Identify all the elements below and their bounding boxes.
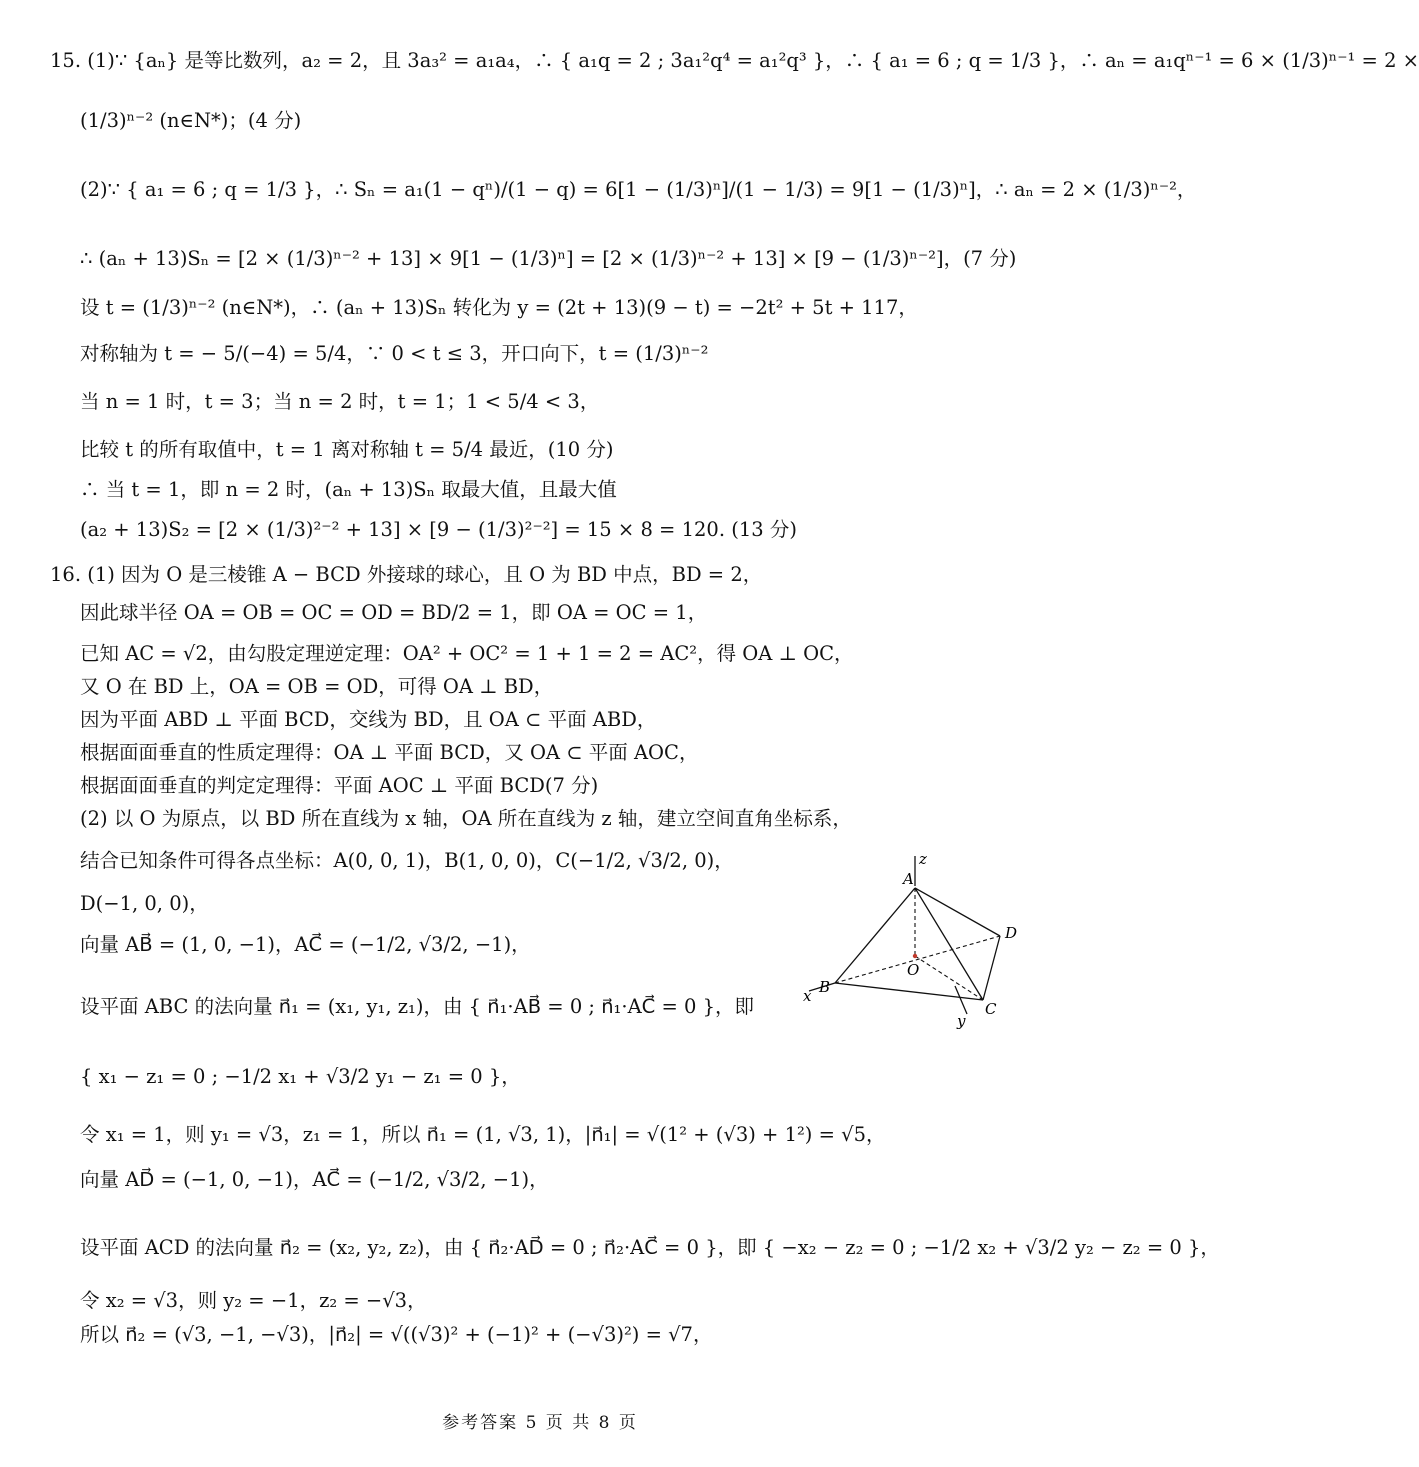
line-16-2-b: 结合已知条件可得各点坐标：A(0, 0, 1)，B(1, 0, 0)，C(−1/2, √3/2, 0)，	[80, 849, 734, 872]
label-x: x	[803, 987, 812, 1005]
line-16-1: 16. (1) 因为 O 是三棱锥 A − BCD 外接球的球心，且 O 为 BD 中点，BD = 2，	[50, 563, 763, 586]
line-15-2-g: ∴ 当 t = 1，即 n = 2 时，(aₙ + 13)Sₙ 取最大值，且最大值	[80, 478, 617, 501]
point-O	[913, 954, 917, 958]
line-15-2-f: 比较 t 的所有取值中，t = 1 离对称轴 t = 5/4 最近，(10 分)	[80, 438, 614, 461]
line-16-2: (2) 以 O 为原点，以 BD 所在直线为 x 轴，OA 所在直线为 z 轴，建立空间直角坐标系，	[80, 807, 852, 830]
line-15-2: (2)∵ { a₁ = 6 ; q = 1/3 }，∴ Sₙ = a₁(1 − qⁿ)/(1 − q) = 6[1 − (1/3)ⁿ]/(1 − 1/3) = 9[1 − (1/3)ⁿ]，∴ aₙ = 2 × (1/3)ⁿ⁻²，	[80, 178, 1197, 201]
line-16-1-e: 因为平面 ABD ⊥ 平面 BCD，交线为 BD，且 OA ⊂ 平面 ABD，	[80, 708, 657, 731]
y-axis	[955, 986, 967, 1014]
line-16-2-i: 设平面 ACD 的法向量 n⃗₂ = (x₂, y₂, z₂)，由 { n⃗₂·AD⃗ = 0 ; n⃗₂·AC⃗ = 0 }，即 { −x₂ − z₂ = 0 ; −1/2 x₂ + √3/2 y₂ − z₂ = 0 }，	[80, 1236, 1220, 1259]
line-16-2-h: 向量 AD⃗ = (−1, 0, −1)，AC⃗ = (−1/2, √3/2, −1)，	[80, 1168, 549, 1191]
line-15-1: 15. (1)∵ {aₙ} 是等比数列，a₂ = 2，且 3a₃² = a₁a₄，∴ { a₁q = 2 ; 3a₁²q⁴ = a₁²q³ }，∴ { a₁ = 6 ; q = 1/3 }，∴ aₙ = a₁qⁿ⁻¹ = 6 × (1/3)ⁿ⁻¹ = 2 ×	[50, 49, 1419, 72]
line-16-2-f: { x₁ − z₁ = 0 ; −1/2 x₁ + √3/2 y₁ − z₁ = 0 }，	[80, 1065, 521, 1088]
line-16-2-c: D(−1, 0, 0)，	[80, 892, 209, 915]
line-16-1-g: 根据面面垂直的判定定理得：平面 AOC ⊥ 平面 BCD(7 分)	[80, 774, 599, 797]
line-16-2-k: 所以 n⃗₂ = (√3, −1, −√3)，|n⃗₂| = √((√3)² + (−1)² + (−√3)²) = √7，	[80, 1323, 713, 1346]
line-15-2-d: 对称轴为 t = − 5/(−4) = 5/4，∵ 0 < t ≤ 3，开口向下，t = (1/3)ⁿ⁻²	[80, 342, 709, 365]
label-y: y	[957, 1012, 966, 1030]
edge-AD	[915, 888, 1000, 936]
line-15-2-b: ∴ (aₙ + 13)Sₙ = [2 × (1/3)ⁿ⁻² + 13] × 9[1 − (1/3)ⁿ] = [2 × (1/3)ⁿ⁻² + 13] × [9 − (1/3)ⁿ⁻²]，(7 分)	[80, 247, 1017, 270]
line-15-2-c: 设 t = (1/3)ⁿ⁻² (n∈N*)，∴ (aₙ + 13)Sₙ 转化为 y = (2t + 13)(9 − t) = −2t² + 5t + 117，	[80, 296, 918, 319]
line-16-2-j: 令 x₂ = √3，则 y₂ = −1，z₂ = −√3，	[80, 1289, 427, 1312]
edge-CD	[983, 936, 1000, 1000]
line-15-2-h: (a₂ + 13)S₂ = [2 × (1/3)²⁻² + 13] × [9 − (1/3)²⁻²] = 15 × 8 = 120. (13 分)	[80, 518, 797, 541]
label-B: B	[819, 978, 831, 996]
line-16-1-d: 又 O 在 BD 上，OA = OB = OD，可得 OA ⊥ BD，	[80, 675, 554, 698]
line-16-2-d: 向量 AB⃗ = (1, 0, −1)，AC⃗ = (−1/2, √3/2, −1)，	[80, 933, 531, 956]
edge-AB	[835, 888, 915, 983]
line-15-1-cont: (1/3)ⁿ⁻² (n∈N*)；(4 分)	[80, 109, 302, 132]
line-16-1-c: 已知 AC = √2，由勾股定理逆定理：OA² + OC² = 1 + 1 = 2 = AC²，得 OA ⊥ OC，	[80, 642, 854, 665]
label-C: C	[985, 1000, 997, 1018]
label-A: A	[903, 870, 914, 888]
label-D: D	[1005, 924, 1018, 942]
label-z: z	[919, 850, 927, 868]
tetrahedron-figure	[795, 848, 1035, 1033]
line-16-1-f: 根据面面垂直的性质定理得：OA ⊥ 平面 BCD，又 OA ⊂ 平面 AOC，	[80, 741, 699, 764]
page-footer: 参考答案 5 页 共 8 页	[442, 1413, 638, 1433]
line-16-2-g: 令 x₁ = 1，则 y₁ = √3，z₁ = 1，所以 n⃗₁ = (1, √3, 1)，|n⃗₁| = √(1² + (√3) + 1²) = √5，	[80, 1123, 886, 1146]
line-15-2-e: 当 n = 1 时，t = 3；当 n = 2 时，t = 1；1 < 5/4 < 3，	[80, 390, 600, 413]
label-O: O	[907, 961, 920, 979]
line-16-2-e: 设平面 ABC 的法向量 n⃗₁ = (x₁, y₁, z₁)，由 { n⃗₁·AB⃗ = 0 ; n⃗₁·AC⃗ = 0 }，即	[80, 995, 755, 1018]
line-16-1-b: 因此球半径 OA = OB = OC = OD = BD/2 = 1，即 OA = OC = 1，	[80, 601, 708, 624]
edge-BC	[835, 983, 983, 1000]
